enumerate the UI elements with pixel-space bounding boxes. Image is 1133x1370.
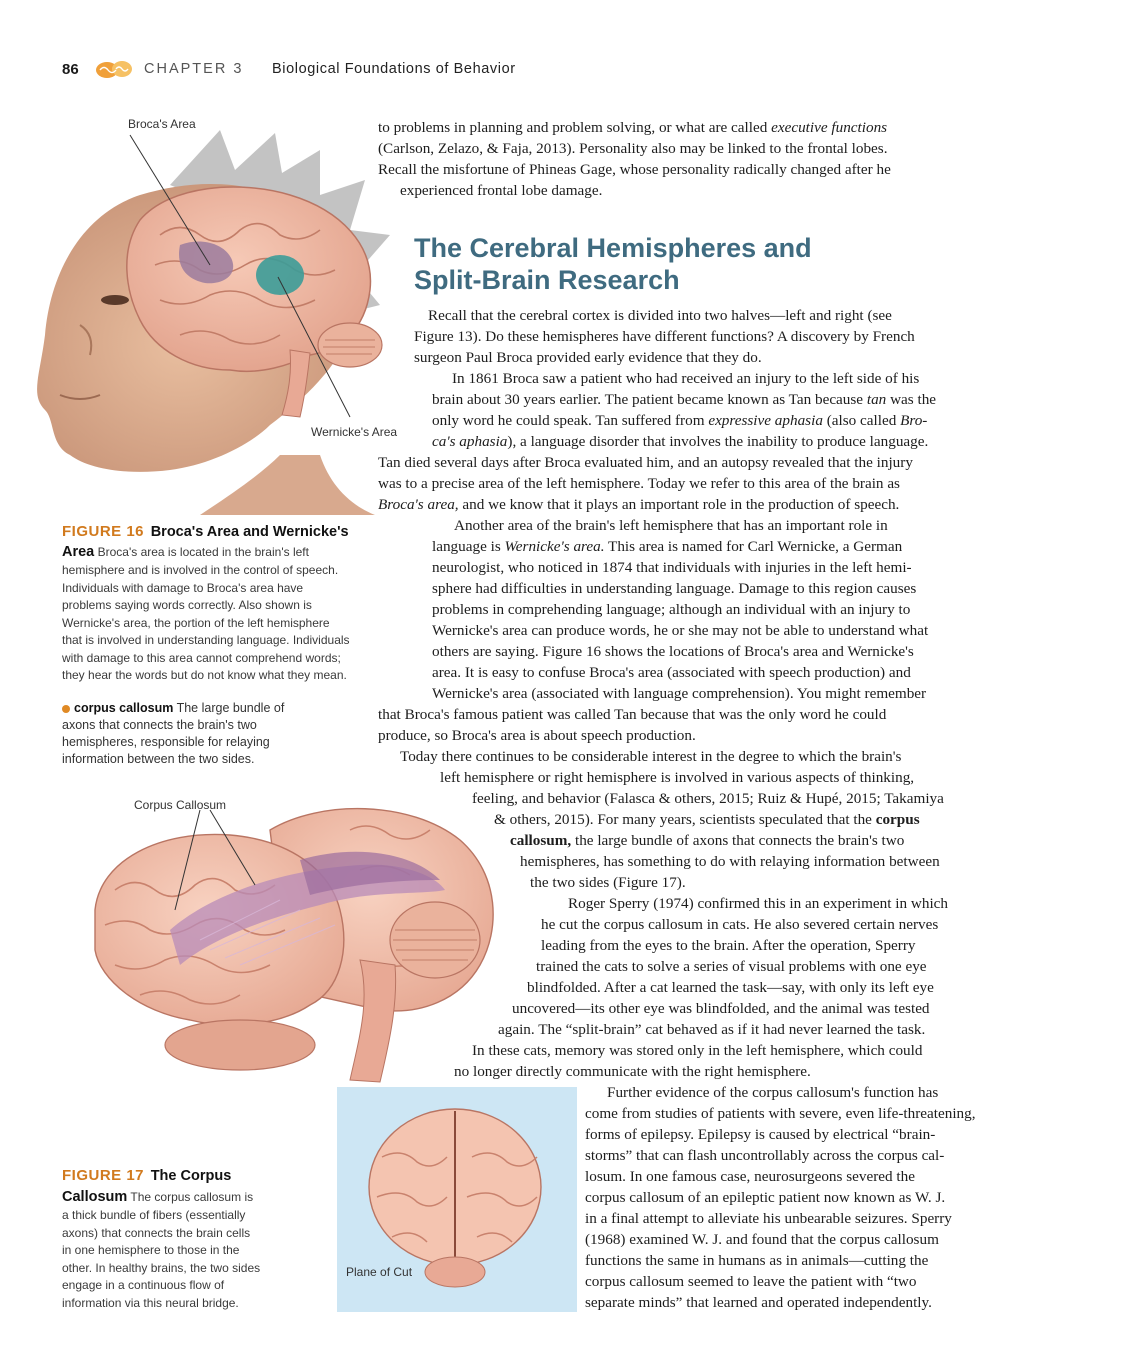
body-line: storms” that can flash uncontrollably across the corpus cal- [585, 1147, 945, 1164]
body-line: blindfolded. After a cat learned the task—say, with only its left eye [527, 979, 934, 996]
definition-term: corpus callosum [74, 701, 174, 715]
body-line: Wernicke's area (associated with language comprehension). You might remember [432, 685, 927, 702]
definition-text: The large bundle of [176, 701, 285, 715]
figure16-caption-line: problems saying words correctly. Also shown is [62, 598, 312, 612]
body-line: he cut the corpus callosum in cats. He also severed certain nerves [541, 916, 939, 933]
figure16-illustration [20, 125, 405, 515]
body-line: sphere had difficulties in understanding language. Damage to this region causes [432, 580, 917, 597]
body-line: come from studies of patients with severe, even life-threatening, [585, 1105, 976, 1122]
body-line: (Carlson, Zelazo, & Faja, 2013). Personality also may be linked to the frontal lobes. [378, 140, 888, 157]
body-line: In these cats, memory was stored only in the left hemisphere, which could [472, 1042, 923, 1059]
figure17-caption-text: The corpus callosum is [130, 1190, 254, 1204]
figure17-illustration [60, 790, 530, 1090]
body-line: Tan died several days after Broca evaluated him, and an autopsy revealed that the injury [378, 454, 913, 471]
body-line: Another area of the brain's left hemisphere that has an important role in [454, 517, 888, 534]
body-line: language is Wernicke's area. This area is named for Carl Wernicke, a German [432, 538, 903, 555]
body-line: surgeon Paul Broca provided early evidence that they do. [414, 349, 762, 366]
figure16-title: Broca's Area and Wernicke's [150, 524, 349, 540]
figure16-caption-line: Wernicke's area, the portion of the left hemisphere [62, 615, 330, 630]
broca-area-label: Broca's Area [128, 117, 196, 131]
figure17-caption-line: in one hemisphere to those in the [62, 1243, 240, 1257]
body-line: Figure 13). Do these hemispheres have different functions? A discovery by French [414, 328, 915, 345]
body-line: brain about 30 years earlier. The patient became known as Tan because tan was the [432, 391, 937, 408]
body-line: that Broca's famous patient was called Tan because that was the only word he could [378, 706, 887, 723]
figure17-number: FIGURE 17 [62, 1167, 145, 1184]
body-line: corpus callosum of an epileptic patient now known as W. J. [585, 1189, 946, 1206]
body-line: functions the same in humans as in animals—cutting the [585, 1252, 929, 1269]
figure16-caption-line [62, 544, 309, 562]
body-line: others are saying. Figure 16 shows the locations of Broca's area and Wernicke's [432, 643, 914, 660]
figure16-caption-line: with damage to this area cannot comprehend words; [62, 650, 341, 665]
plane-of-cut-label: Plane of Cut [346, 1265, 413, 1279]
body-line: no longer directly communicate with the right hemisphere. [454, 1063, 811, 1080]
wernicke-area-label: Wernicke's Area [311, 425, 398, 439]
body-line: ca's aphasia), a language disorder that involves the inability to produce language. [432, 433, 929, 450]
definition-line: information between the two sides. [62, 752, 255, 766]
body-line: (1968) examined W. J. and found that the corpus callosum [585, 1231, 939, 1248]
brain-logo-icon [94, 58, 136, 80]
body-line: Today there continues to be considerable interest in the degree to which the brain's [400, 748, 902, 765]
figure17-caption-line: a thick bundle of fibers (essentially [62, 1208, 246, 1222]
figure16-number: FIGURE 16 [62, 523, 145, 540]
figure16-caption-line: they hear the words but do not know what they mean. [62, 668, 347, 682]
body-line: Recall that the cerebral cortex is divided into two halves—left and right (see [428, 307, 892, 324]
body-line: neurologist, who noticed in 1874 that individuals with injuries in the left hemi- [432, 559, 912, 576]
page-number: 86 [62, 61, 79, 78]
body-line: uncovered—its other eye was blindfolded, and the animal was tested [512, 1000, 930, 1017]
figure17-caption-line [62, 1189, 253, 1207]
body-line: in a final attempt to alleviate his unbearable seizures. Sperry [585, 1210, 952, 1227]
body-line: Recall the misfortune of Phineas Gage, whose personality radically changed after he [378, 161, 891, 178]
body-line: produce, so Broca's area is about speech production. [378, 727, 696, 744]
figure17-caption-line: axons) that connects the brain cells [62, 1225, 251, 1240]
body-line: only word he could speak. Tan suffered from expressive aphasia (also called Bro- [432, 412, 928, 429]
definition-line: axons that connects the brain's two [62, 718, 257, 732]
body-line: Roger Sperry (1974) confirmed this in an experiment in which [568, 895, 949, 912]
section-heading: The Cerebral Hemispheres and [414, 233, 812, 263]
chapter-title: Biological Foundations of Behavior [272, 61, 516, 77]
body-line: trained the cats to solve a series of visual problems with one eye [536, 958, 927, 975]
figure16-caption-line: hemisphere and is involved in the control of speech. [62, 563, 339, 577]
corpus-callosum-label: Corpus Callosum [134, 798, 227, 812]
figure17-caption-line: other. In healthy brains, the two sides [62, 1260, 261, 1275]
body-line: Further evidence of the corpus callosum's function has [607, 1084, 939, 1101]
definition-corpus-callosum [62, 700, 284, 717]
figure16-caption-line: that is involved in understanding language. Individuals [62, 633, 350, 647]
figure17-caption-line: engage in a continuous flow of [62, 1278, 225, 1292]
body-line: again. The “split-brain” cat behaved as if it had never learned the task. [498, 1021, 926, 1038]
body-line: callosum, the large bundle of axons that connects the brain's two [510, 832, 905, 849]
bullet-dot-icon [62, 705, 70, 713]
figure16-caption-line: Individuals with damage to Broca's area have [62, 580, 304, 595]
figure16-caption-title [62, 523, 349, 542]
figure16-title-cont: Area [62, 544, 95, 560]
body-line: corpus callosum seemed to leave the patient with “two [585, 1273, 917, 1290]
chapter-label: CHAPTER 3 [144, 61, 244, 77]
definition-line: hemispheres, responsible for relaying [62, 735, 270, 749]
body-line: left hemisphere or right hemisphere is involved in various aspects of thinking, [440, 769, 915, 786]
figure17-caption-line: information via this neural bridge. [62, 1295, 239, 1310]
body-line: Broca's area, and we know that it plays an important role in the production of speech. [378, 496, 900, 513]
body-line: Wernicke's area can produce words, he or she may not be able to understand what [432, 622, 929, 639]
figure17-caption-title [62, 1167, 231, 1186]
body-line: In 1861 Broca saw a patient who had received an injury to the left side of his [452, 370, 920, 387]
section-heading: Split-Brain Research [414, 265, 680, 295]
body-line: was to a precise area of the left hemisphere. Today we refer to this area of the brain as [378, 475, 900, 492]
figure16-caption-text: Broca's area is located in the brain's left [97, 545, 309, 559]
body-line: separate minds” that learned and operated independently. [585, 1294, 932, 1311]
body-line: & others, 2015). For many years, scientists speculated that the corpus [494, 811, 920, 828]
body-line: experienced frontal lobe damage. [400, 182, 603, 199]
body-line: leading from the eyes to the brain. After the operation, Sperry [541, 937, 916, 954]
body-line: hemispheres, has something to do with relaying information between [520, 853, 940, 870]
body-line: feeling, and behavior (Falasca & others, 2015; Ruiz & Hupé, 2015; Takamiya [472, 790, 944, 807]
figure17-title-cont: Callosum [62, 1189, 128, 1205]
body-line: the two sides (Figure 17). [530, 874, 686, 891]
figure17-title: The Corpus [150, 1168, 232, 1184]
body-line: forms of epilepsy. Epilepsy is caused by electrical “brain- [585, 1126, 936, 1143]
body-line: area. It is easy to confuse Broca's area (associated with speech production) and [432, 664, 911, 681]
body-line: to problems in planning and problem solving, or what are called executive functions [378, 119, 888, 136]
body-line: losum. In one famous case, neurosurgeons severed the [585, 1168, 915, 1185]
body-line: problems in comprehending language; although an individual with an injury to [432, 601, 911, 618]
